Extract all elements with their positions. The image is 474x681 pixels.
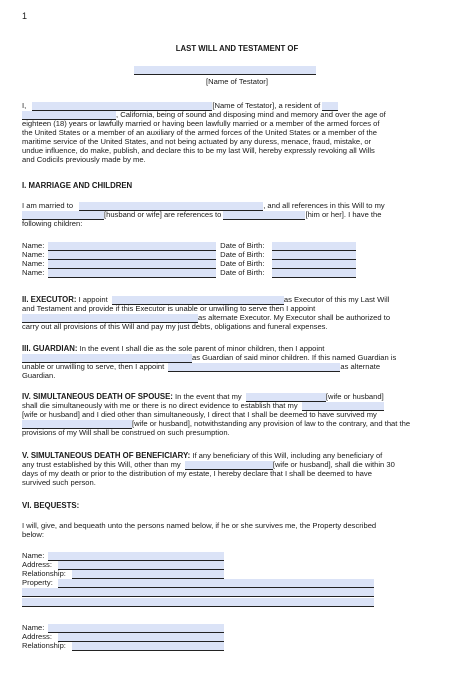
- guardian-text-3: unable or unwilling to serve, then I appoint: [22, 362, 165, 371]
- intro-prefix: I,: [22, 101, 27, 110]
- intro-line-4: the United States or a member of an auxiliary of the armed forces of the United States or a member of the: [22, 128, 377, 137]
- spouse-death-text-5: [wife or husband], notwithstanding any provision of law to the contrary, and that the: [132, 419, 411, 428]
- following-children-text: following children:: [22, 219, 83, 228]
- bequest-name-label: Name:: [22, 551, 45, 560]
- bequests-line-1: I will, give, and bequeath unto the persons named below, if he or she survives me, the Property described: [22, 521, 377, 530]
- child-row: [22, 268, 356, 278]
- married-to-label: I am married to: [22, 201, 74, 210]
- child-dob-label: Date of Birth:: [220, 241, 265, 250]
- intro-line-7: and Codicils previously made by me.: [22, 155, 146, 164]
- child-dob-label: Date of Birth:: [220, 250, 265, 259]
- guardian-text-4: as alternate: [340, 362, 381, 371]
- him-her-text: [him or her]. I have the: [305, 210, 382, 219]
- executor-line-2: and Testament and provide if this Executor is unable or unwilling to serve then I appoint: [22, 304, 316, 313]
- bequest-property-row: [22, 578, 374, 588]
- intro-line-5: maritime service of the United States, and not being actuated by any duress, menace, fraud, mistake, or: [22, 137, 372, 146]
- spouse-death-line-3: [wife or husband] and I died other than simultaneously, I direct that I shall be deemed to have survived my: [22, 410, 377, 419]
- bequest-property-field[interactable]: [22, 588, 374, 597]
- guardian-text-1: In the event I shall die as the sole parent of minor children, then I appoint: [79, 344, 325, 353]
- appoint-text: I appoint: [78, 295, 108, 304]
- child-dob-label: Date of Birth:: [220, 259, 265, 268]
- beneficiary-death-line-3: days of my death or prior to the distribution of my estate, I hereby declare that I shall be deemed to have: [22, 469, 372, 478]
- bequests-line-2: below:: [22, 530, 44, 539]
- intro-text-2: , California, being of sound and disposing mind and memory and over the age of: [116, 110, 386, 119]
- all-references-text: , and all references in this Will to my: [263, 201, 385, 210]
- section-5-heading: V. SIMULTANEOUS DEATH OF BENEFICIARY:: [22, 451, 191, 460]
- spouse-ref-text: [husband or wife] are references to: [104, 210, 222, 219]
- page-number: 1: [22, 11, 28, 21]
- section-2-heading: II. EXECUTOR:: [22, 295, 77, 304]
- child-dob-label: Date of Birth:: [220, 268, 265, 277]
- intro-text-1: [Name of Testator], a resident of: [212, 101, 321, 110]
- intro-line-6: undue influence, do make, publish, and declare this to be my last Will, hereby expressly revoking all Wills: [22, 146, 375, 155]
- spouse-death-text-1: In the event that my: [175, 392, 242, 401]
- spouse-death-text-3: shall die simultaneously with me or there is no direct evidence to establish that my: [22, 401, 298, 410]
- guardian-line-3: [22, 362, 380, 372]
- bequest-relationship-label: Relationship:: [22, 641, 66, 650]
- child-name-label: Name:: [22, 250, 45, 259]
- bequest-address-label: Address:: [22, 560, 52, 569]
- beneficiary-death-text-2: any trust established by this Will, other than my: [22, 460, 181, 469]
- section-1-heading: I. MARRIAGE AND CHILDREN: [22, 181, 133, 190]
- bequest-property-label: Property:: [22, 578, 53, 587]
- child-dob-field[interactable]: [272, 269, 356, 278]
- bequest-property-field[interactable]: [22, 598, 374, 607]
- bequest-name-label: Name:: [22, 623, 45, 632]
- bequest-property-field[interactable]: [58, 579, 374, 588]
- bequest-relationship-field[interactable]: [72, 642, 224, 651]
- testator-name-caption: [Name of Testator]: [206, 77, 268, 86]
- child-name-label: Name:: [22, 259, 45, 268]
- spouse-death-text-2: [wife or husband]: [325, 392, 384, 401]
- intro-line-3: eighteen (18) years or lawfully married or having been lawfully married or a member of the armed forces of: [22, 119, 380, 128]
- child-name-field[interactable]: [48, 269, 216, 278]
- bequest-relationship-label: Relationship:: [22, 569, 66, 578]
- child-name-label: Name:: [22, 268, 45, 277]
- section-4-heading: IV. SIMULTANEOUS DEATH OF SPOUSE:: [22, 392, 173, 401]
- as-executor-text: as Executor of this my Last Will: [283, 295, 390, 304]
- alternate-guardian-field[interactable]: [168, 363, 340, 372]
- bequest-relationship-row: [22, 641, 224, 651]
- guardian-line-4: Guardian.: [22, 371, 56, 380]
- beneficiary-death-text-3: [wife or husband], shall die within 30: [272, 460, 395, 469]
- spouse-ref-name-field[interactable]: [223, 211, 305, 220]
- beneficiary-death-text-1: If any beneficiary of this Will, including any beneficiary of: [192, 451, 383, 460]
- alternate-executor-text: as alternate Executor. My Executor shall be authorized to: [198, 313, 391, 322]
- testator-name-field[interactable]: [134, 66, 316, 75]
- section-3-heading: III. GUARDIAN:: [22, 344, 78, 353]
- bequest-address-label: Address:: [22, 632, 52, 641]
- section-6-heading: VI. BEQUESTS:: [22, 501, 80, 510]
- executor-line-4: carry out all provisions of this Will and pay my just debts, obligations and funeral expenses.: [22, 322, 328, 331]
- child-name-label: Name:: [22, 241, 45, 250]
- spouse-death-line-5: provisions of my Will shall be construed on such presumption.: [22, 428, 230, 437]
- guardian-text-2: as Guardian of said minor children. If this named Guardian is: [192, 353, 397, 362]
- document-title: LAST WILL AND TESTAMENT OF: [175, 44, 299, 53]
- beneficiary-death-line-4: survived such person.: [22, 478, 96, 487]
